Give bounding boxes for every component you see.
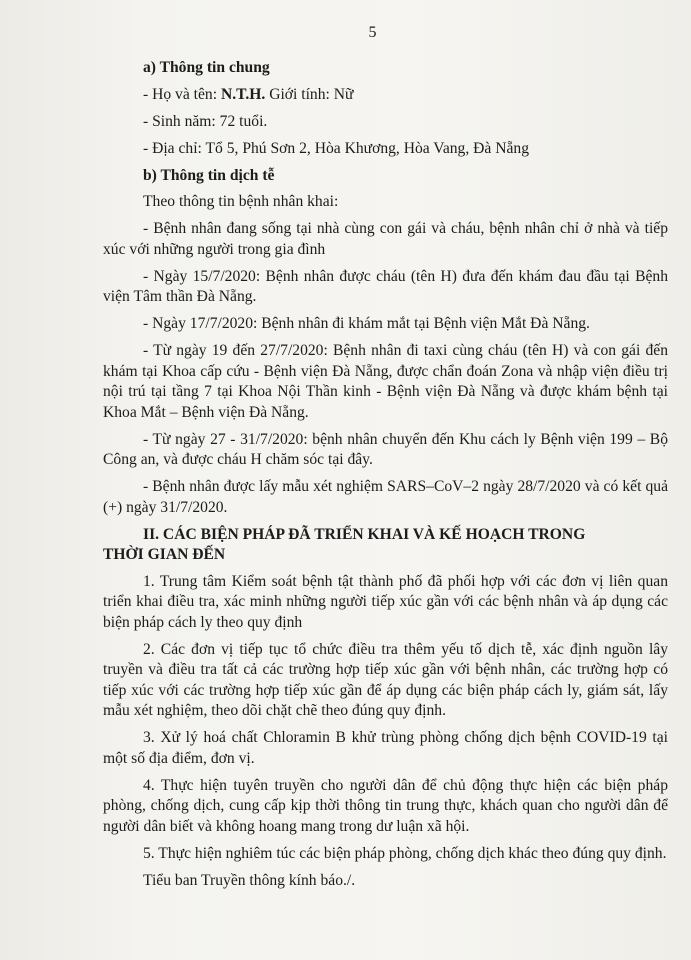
section-2-heading-line2: THỜI GIAN ĐẾN — [103, 546, 226, 563]
patient-address: - Địa chỉ: Tổ 5, Phú Sơn 2, Hòa Khương, Hòa Vang, Đà Nẵng — [143, 139, 530, 157]
epi-item: - Ngày 17/7/2020: Bệnh nhân đi khám mắt tại Bệnh viện Mắt Đà Nẵng. — [143, 315, 590, 332]
epi-item: - Từ ngày 19 đến 27/7/2020: Bệnh nhân đi taxi cùng cháu (tên H) và con gái đến khám tại Khoa cấp cứu - Bệnh viện Đà Nẵng, được chẩn đoán Zona và nhập viện điều trị nội trú tại tầng 7 tại Khoa Nội Thần kinh - Bệnh viện Đà Nẵng và được khám bệnh tại Khoa Mắt – Bệnh viện Đà Nẵng. — [103, 342, 668, 421]
epi-item: - Ngày 15/7/2020: Bệnh nhân được cháu (tên H) đưa đến khám đau đầu tại Bệnh viện Tâm thần Đà Nẵng. — [103, 267, 668, 305]
epi-item: - Bệnh nhân đang sống tại nhà cùng con gái và cháu, bệnh nhân chỉ ở nhà và tiếp xúc với những người trong gia đình — [103, 220, 668, 258]
general-info-heading: a) Thông tin chung — [143, 59, 270, 76]
measure-item: 4. Thực hiện tuyên truyền cho người dân để chủ động thực hiện các biện pháp phòng, chống dịch, cung cấp kịp thời thông tin trung thực, khách quan cho người dân để người dân biết và không hoang mang trong dư luận xã hội. — [103, 776, 668, 835]
section-2-heading-line1: II. CÁC BIỆN PHÁP ĐÃ TRIỂN KHAI VÀ KẾ HOẠCH TRONG — [143, 525, 586, 543]
patient-name-line — [103, 85, 668, 106]
epidemiology-heading: b) Thông tin dịch tễ — [143, 166, 275, 184]
epi-item: - Bệnh nhân được lấy mẫu xét nghiệm SARS–CoV–2 ngày 28/7/2020 và có kết quả (+) ngày 31/7/2020. — [103, 478, 668, 516]
name-label: - Họ và tên: — [143, 85, 221, 103]
measure-item: 2. Các đơn vị tiếp tục tổ chức điều tra thêm yếu tố dịch tễ, xác định nguồn lây truyền và điều tra tất cả các trường hợp tiếp xúc gần với bệnh nhân, các trường hợp có tiếp xúc với các trường hợp tiếp xúc gần để áp dụng các biện pháp cách ly, giám sát, lấy mẫu xét nghiệm, theo dõi chặt chẽ theo đúng quy định. — [103, 640, 668, 719]
patient-name: N.T.H. — [220, 85, 266, 103]
measure-item: 1. Trung tâm Kiểm soát bệnh tật thành phố đã phối hợp với các đơn vị liên quan triển khai điều tra, xác minh những người tiếp xúc gần với các bệnh nhân và áp dụng các biện pháp cách ly theo quy định — [103, 572, 668, 631]
document-body — [103, 58, 668, 898]
measure-item: 5. Thực hiện nghiêm túc các biện pháp phòng, chống dịch khác theo đúng quy định. — [143, 844, 667, 862]
measure-item: 3. Xử lý hoá chất Chloramin B khử trùng phòng chống dịch bệnh COVID-19 tại một số địa điểm, đơn vị. — [103, 729, 668, 767]
section-2-heading — [103, 525, 668, 566]
epidemiology-intro: Theo thông tin bệnh nhân khai: — [143, 193, 339, 210]
epi-item: - Từ ngày 27 - 31/7/2020: bệnh nhân chuyển đến Khu cách ly Bệnh viện 199 – Bộ Công an, và được cháu H chăm sóc tại đây. — [103, 430, 668, 468]
patient-birth: - Sinh năm: 72 tuổi. — [143, 112, 268, 130]
patient-gender: Giới tính: Nữ — [265, 85, 354, 103]
page-number: 5 — [368, 24, 377, 41]
signoff: Tiểu ban Truyền thông kính báo./. — [143, 871, 356, 889]
